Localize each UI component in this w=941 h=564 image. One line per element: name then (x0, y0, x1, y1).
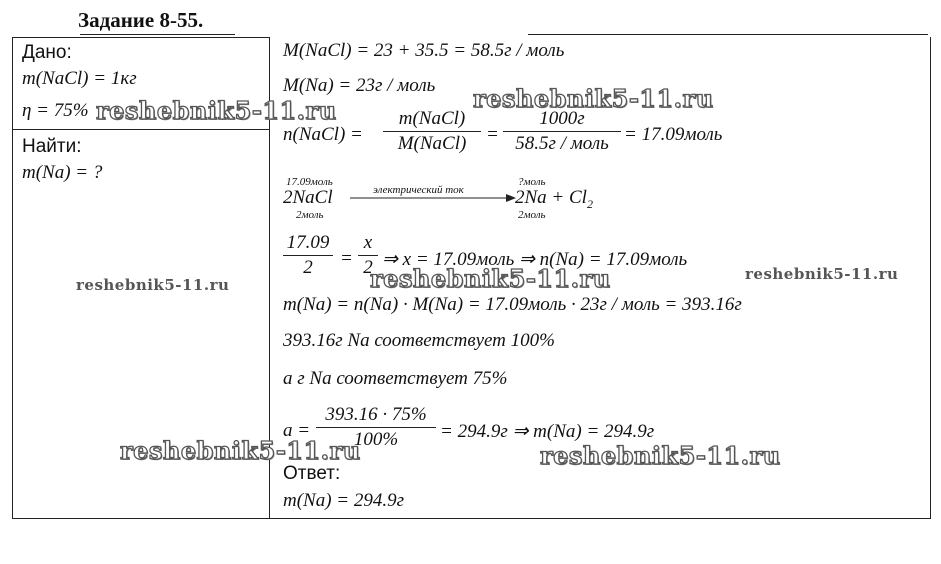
fraction-numerator: 17.09 (286, 232, 330, 253)
fraction-numerator: m(NaCl) (398, 108, 466, 129)
top-rule-right (528, 34, 928, 35)
given-mass: m(NaCl) = 1кг (22, 68, 137, 89)
fraction-denominator: M(NaCl) (397, 133, 467, 154)
answer-label: Ответ: (283, 463, 341, 484)
proportion-result: ⇒ x = 17.09моль ⇒ n(Na) = 17.09моль (382, 249, 688, 270)
fraction-bar (316, 427, 436, 428)
watermark: reshebnik5-11.ru (745, 265, 899, 283)
reaction-condition: электрический ток (373, 184, 464, 196)
watermark: reshebnik5-11.ru (473, 84, 714, 113)
fraction-bar (283, 255, 333, 256)
reaction-bottom-left: 2моль (296, 209, 324, 221)
a-result: = 294.9г ⇒ m(Na) = 294.9г (440, 421, 655, 442)
watermark: reshebnik5-11.ru (76, 276, 230, 294)
fraction-numerator: 393.16 · 75% (325, 404, 427, 425)
reaction-top-left: 17.09моль (286, 176, 333, 188)
answer-value: m(Na) = 294.9г (283, 490, 405, 511)
molar-mass-nacl: M(NaCl) = 23 + 35.5 = 58.5г / моль (283, 40, 565, 61)
molar-mass-na: M(Na) = 23г / моль (283, 75, 436, 96)
chlorine-subscript: 2 (586, 196, 593, 211)
fraction-bar (358, 255, 378, 256)
watermark: reshebnik5-11.ru (96, 96, 337, 125)
proportion-left (283, 232, 333, 279)
fraction-denominator: 58.5г / моль (515, 133, 609, 154)
fraction-denominator: 100% (353, 429, 399, 450)
n-nacl-lhs: n(NaCl) = (283, 124, 363, 145)
reaction-arrow-icon (350, 193, 516, 203)
reaction-bottom-right: 2моль (518, 209, 546, 221)
title-underline (80, 34, 235, 35)
mass-na-calc: m(Na) = n(Na) · M(Na) = 17.09моль · 23г / моль = 393.16г (283, 294, 742, 315)
find-mass: m(Na) = ? (22, 162, 103, 183)
n-nacl-result: = 17.09моль (624, 124, 723, 145)
reaction-top-right: ?моль (518, 176, 546, 188)
given-top-border (12, 37, 270, 38)
products-text: 2Na + Cl (515, 187, 587, 208)
given-yield: η = 75% (22, 100, 89, 121)
watermark: reshebnik5-11.ru (540, 441, 781, 470)
fraction-mass-over-molar (383, 108, 481, 155)
proportion-eq: = (340, 248, 353, 269)
fraction-denominator: 2 (303, 257, 313, 278)
task-title: Задание 8-55. (78, 8, 204, 32)
fraction-values (503, 108, 621, 155)
proportion-100: 393.16г Na соответствует 100% (283, 330, 555, 351)
given-find-divider (12, 129, 270, 130)
watermark: reshebnik5-11.ru (370, 264, 611, 293)
n-nacl-eq: = (486, 124, 499, 145)
a-lhs: a = (283, 420, 311, 441)
fraction-numerator: 1000г (539, 108, 585, 129)
reaction-reactant: 2NaCl (283, 187, 333, 208)
fraction-denominator: 2 (363, 257, 373, 278)
fraction-numerator: x (363, 232, 373, 253)
watermark: reshebnik5-11.ru (120, 436, 361, 465)
fraction-bar (503, 131, 621, 132)
proportion-75: а г Na соответствует 75% (283, 368, 508, 389)
find-label: Найти: (22, 136, 82, 157)
given-label: Дано: (22, 42, 72, 63)
fraction-bar (383, 131, 481, 132)
